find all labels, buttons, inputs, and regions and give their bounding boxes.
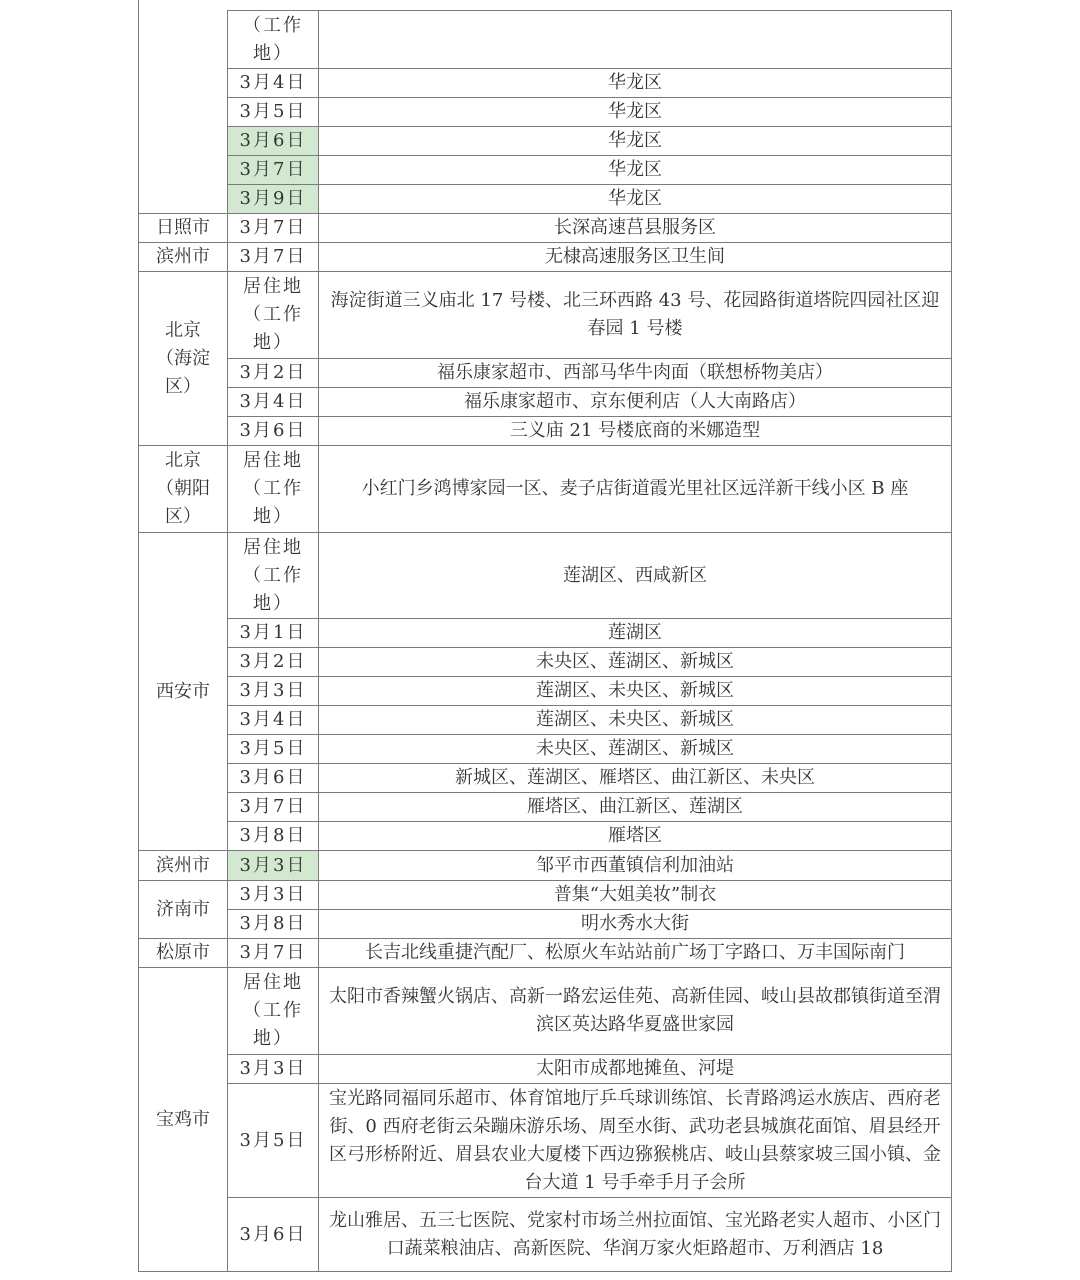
- date-cell: 3月8日: [228, 822, 319, 851]
- location-cell: 太阳市香辣蟹火锅店、高新一路宏运佳苑、高新佳园、岐山县故郡镇街道至渭滨区英达路华夏盛世家园: [319, 968, 952, 1055]
- location-cell: 无棣高速服务区卫生间: [319, 243, 952, 272]
- date-cell: 3月4日: [228, 69, 319, 98]
- table-row: [139, 1055, 952, 1084]
- date-cell: [228, 446, 319, 533]
- location-cell: 华龙区: [319, 69, 952, 98]
- city-cell: 济南市: [139, 881, 228, 939]
- text-line: 居住地: [243, 536, 303, 558]
- table-row: [139, 533, 952, 619]
- location-cell: 雁塔区、曲江新区、莲湖区: [319, 793, 952, 822]
- table-row: [139, 446, 952, 533]
- text-line: （工作: [243, 1000, 303, 1021]
- city-cell: [139, 272, 228, 446]
- text-line: 地）: [253, 42, 293, 64]
- table-row: [139, 156, 952, 185]
- table-row: [139, 764, 952, 793]
- date-cell-highlighted: 3月7日: [228, 156, 319, 185]
- text-line: 区）: [165, 375, 201, 397]
- text-line: 地）: [253, 332, 293, 353]
- table-row: [139, 706, 952, 735]
- table-row: [139, 1198, 952, 1272]
- table-row: [139, 214, 952, 243]
- date-cell: 3月3日: [228, 881, 319, 910]
- table-row: [139, 677, 952, 706]
- text-line: 地）: [253, 592, 293, 614]
- table-row: [139, 359, 952, 388]
- date-cell: [228, 11, 319, 69]
- date-cell: 3月6日: [228, 1198, 319, 1272]
- city-cell: 松原市: [139, 939, 228, 968]
- location-cell: 华龙区: [319, 185, 952, 214]
- location-cell: 莲湖区、未央区、新城区: [319, 677, 952, 706]
- city-cell: 滨州市: [139, 851, 228, 881]
- location-cell: [319, 11, 952, 69]
- table-row: [139, 735, 952, 764]
- date-cell: 3月5日: [228, 98, 319, 127]
- date-cell-highlighted: 3月3日: [228, 851, 319, 881]
- date-cell: 3月7日: [228, 939, 319, 968]
- risk-locations-table: [138, 10, 952, 1272]
- date-cell: 3月8日: [228, 910, 319, 939]
- location-cell: 长吉北线重捷汽配厂、松原火车站站前广场丁字路口、万丰国际南门: [319, 939, 952, 968]
- location-cell: 长深高速莒县服务区: [319, 214, 952, 243]
- text-line: 居住地: [243, 276, 303, 297]
- date-cell: 3月4日: [228, 388, 319, 417]
- table-row: [139, 793, 952, 822]
- location-cell: 未央区、莲湖区、新城区: [319, 735, 952, 764]
- text-line: （海淀: [156, 347, 210, 369]
- location-cell: 小红门乡鸿博家园一区、麦子店街道霞光里社区远洋新干线小区 B 座: [319, 446, 952, 533]
- city-cell: 西安市: [139, 533, 228, 851]
- table-row: [139, 822, 952, 851]
- location-cell: 普集“大姐美妆”制衣: [319, 881, 952, 910]
- date-cell: 3月7日: [228, 214, 319, 243]
- city-cell: 宝鸡市: [139, 968, 228, 1272]
- text-line: （工作: [243, 14, 303, 36]
- table-row: [139, 243, 952, 272]
- table-row: [139, 939, 952, 968]
- location-cell: 新城区、莲湖区、雁塔区、曲江新区、未央区: [319, 764, 952, 793]
- location-cell: 未央区、莲湖区、新城区: [319, 648, 952, 677]
- location-cell: 华龙区: [319, 127, 952, 156]
- date-cell: 3月3日: [228, 677, 319, 706]
- table-row: [139, 272, 952, 359]
- date-cell: 3月3日: [228, 1055, 319, 1084]
- table-row: [139, 851, 952, 881]
- date-cell: [228, 533, 319, 619]
- date-cell: 3月7日: [228, 793, 319, 822]
- table-row: [139, 127, 952, 156]
- location-cell: 三义庙 21 号楼底商的米娜造型: [319, 417, 952, 446]
- text-line: 北京: [165, 319, 201, 341]
- date-cell: 3月7日: [228, 243, 319, 272]
- location-cell: 莲湖区: [319, 619, 952, 648]
- text-line: 地）: [253, 506, 293, 527]
- location-cell: 福乐康家超市、京东便利店（人大南路店）: [319, 388, 952, 417]
- location-cell: 福乐康家超市、西部马华牛肉面（联想桥物美店）: [319, 359, 952, 388]
- text-line: 北京: [165, 450, 201, 471]
- table-row: [139, 648, 952, 677]
- text-line: 居住地: [243, 450, 303, 471]
- table-row: [139, 98, 952, 127]
- text-line: （工作: [243, 304, 303, 325]
- location-cell: 雁塔区: [319, 822, 952, 851]
- date-cell: 3月2日: [228, 648, 319, 677]
- table-row: [139, 417, 952, 446]
- text-line: 区）: [165, 506, 201, 527]
- date-cell: [228, 968, 319, 1055]
- date-cell: 3月1日: [228, 619, 319, 648]
- text-line: （工作: [243, 478, 303, 499]
- text-line: 地）: [253, 1028, 293, 1049]
- city-cell: [139, 446, 228, 533]
- date-cell: 3月6日: [228, 417, 319, 446]
- location-cell: 明水秀水大街: [319, 910, 952, 939]
- text-line: （工作: [243, 564, 303, 586]
- table-row: [139, 69, 952, 98]
- location-cell: 太阳市成都地摊鱼、河堤: [319, 1055, 952, 1084]
- text-line: （朝阳: [156, 478, 210, 499]
- table-row: [139, 619, 952, 648]
- city-cell: 日照市: [139, 214, 228, 243]
- table-row: [139, 881, 952, 910]
- location-cell: 邹平市西董镇信利加油站: [319, 851, 952, 881]
- text-line: 居住地: [243, 972, 303, 993]
- date-cell-highlighted: 3月6日: [228, 127, 319, 156]
- table-row: [139, 185, 952, 214]
- date-cell: 3月6日: [228, 764, 319, 793]
- location-cell: 莲湖区、西咸新区: [319, 533, 952, 619]
- location-cell: 海淀街道三义庙北 17 号楼、北三环西路 43 号、花园路街道塔院四园社区迎春园 1 号楼: [319, 272, 952, 359]
- date-cell: 3月4日: [228, 706, 319, 735]
- date-cell: 3月5日: [228, 735, 319, 764]
- city-cell: 滨州市: [139, 243, 228, 272]
- city-cell: [139, 11, 228, 214]
- location-cell: 华龙区: [319, 156, 952, 185]
- location-cell: 龙山雅居、五三七医院、党家村市场兰州拉面馆、宝光路老实人超市、小区门口蔬菜粮油店、高新医院、华润万家火炬路超市、万利酒店 18: [319, 1198, 952, 1272]
- table-row: [139, 968, 952, 1055]
- location-cell: 莲湖区、未央区、新城区: [319, 706, 952, 735]
- location-cell: 宝光路同福同乐超市、体育馆地厅乒乓球训练馆、长青路鸿运水族店、西府老街、0 西府老街云朵蹦床游乐场、周至水街、武功老县城旗花面馆、眉县经开区弓形桥附近、眉县农业大厦楼下西边猕猴桃店、岐山县蔡家坡三国小镇、金台大道 1 号手牵手月子会所: [319, 1084, 952, 1198]
- date-cell: 3月5日: [228, 1084, 319, 1198]
- location-cell: 华龙区: [319, 98, 952, 127]
- table-row: [139, 910, 952, 939]
- table-row: [139, 11, 952, 69]
- date-cell-highlighted: 3月9日: [228, 185, 319, 214]
- table-row: [139, 1084, 952, 1198]
- date-cell: 3月2日: [228, 359, 319, 388]
- table-row: [139, 388, 952, 417]
- date-cell: [228, 272, 319, 359]
